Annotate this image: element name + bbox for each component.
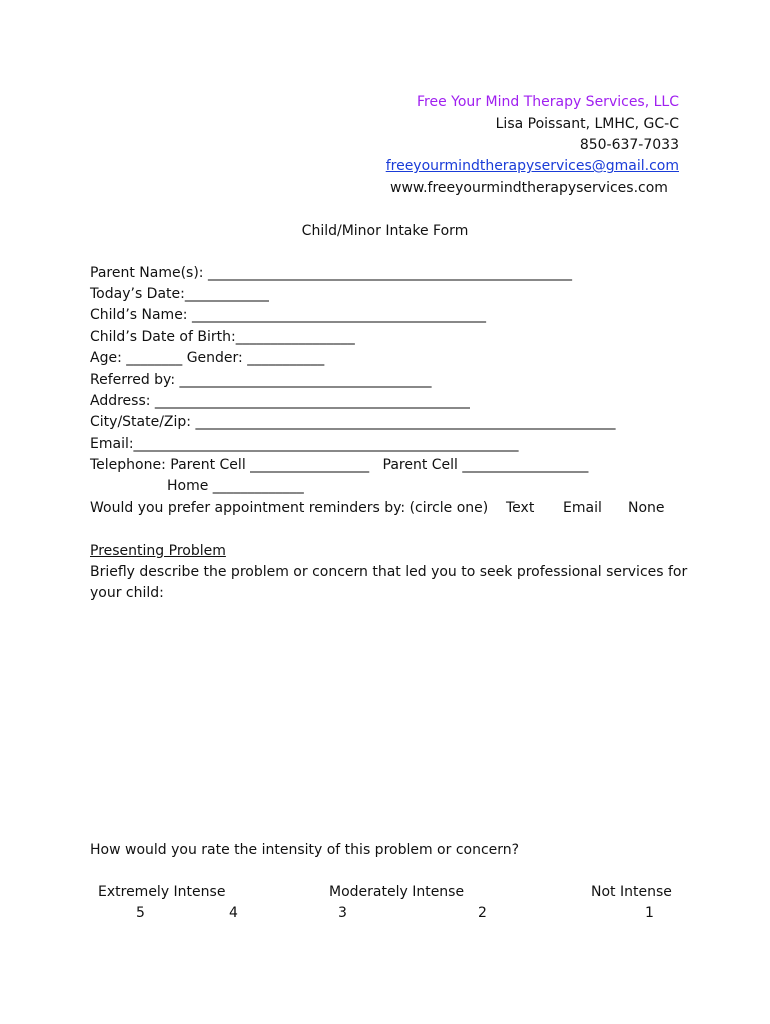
intensity-rating-4[interactable]: 4 [229, 905, 238, 921]
childs-name-field[interactable]: Child’s Name: __________________________________________ [90, 307, 486, 323]
home-phone-field[interactable]: Home _____________ [167, 478, 304, 494]
form-title: Child/Minor Intake Form [301, 223, 469, 239]
reminder-option-email[interactable]: Email [563, 500, 602, 516]
presenting-problem-prompt-1: Briefly describe the problem or concern that led you to seek professional services for [90, 564, 688, 580]
intensity-rating-2[interactable]: 2 [478, 905, 487, 921]
city-state-zip-field[interactable]: City/State/Zip: ____________________________________________________________ [90, 414, 616, 430]
clinician-name: Lisa Poissant, LMHC, GC-C [495, 116, 679, 132]
reminder-question: Would you prefer appointment reminders by: (circle one) [90, 500, 489, 516]
intensity-label-not: Not Intense [591, 884, 672, 900]
website: www.freeyourmindtherapyservices.com [390, 180, 668, 196]
intensity-rating-5[interactable]: 5 [136, 905, 145, 921]
intensity-rating-3[interactable]: 3 [338, 905, 347, 921]
email-field[interactable]: Email:_______________________________________________________ [90, 436, 519, 452]
address-field[interactable]: Address: _____________________________________________ [90, 393, 470, 409]
intensity-question: How would you rate the intensity of this problem or concern? [90, 842, 520, 858]
intensity-label-extreme: Extremely Intense [98, 884, 226, 900]
child-dob-field[interactable]: Child’s Date of Birth:_________________ [90, 329, 355, 345]
email-link[interactable]: freeyourmindtherapyservices@gmail.com [385, 158, 679, 174]
age-gender-field[interactable]: Age: ________ Gender: ___________ [90, 350, 325, 366]
todays-date-field[interactable]: Today’s Date:____________ [90, 286, 269, 302]
referred-by-field[interactable]: Referred by: ____________________________________ [90, 372, 432, 388]
business-name: Free Your Mind Therapy Services, LLC [417, 94, 679, 110]
parent-names-field[interactable]: Parent Name(s): ____________________________________________________ [90, 265, 572, 281]
phone-number: 850-637-7033 [579, 137, 679, 153]
intensity-label-moderate: Moderately Intense [329, 884, 465, 900]
reminder-option-none[interactable]: None [628, 500, 665, 516]
telephone-field[interactable]: Telephone: Parent Cell _________________ Parent Cell __________________ [90, 457, 589, 473]
presenting-problem-prompt-2: your child: [90, 585, 164, 601]
presenting-problem-heading: Presenting Problem [90, 543, 226, 559]
intensity-rating-1[interactable]: 1 [645, 905, 654, 921]
reminder-option-text[interactable]: Text [506, 500, 535, 516]
